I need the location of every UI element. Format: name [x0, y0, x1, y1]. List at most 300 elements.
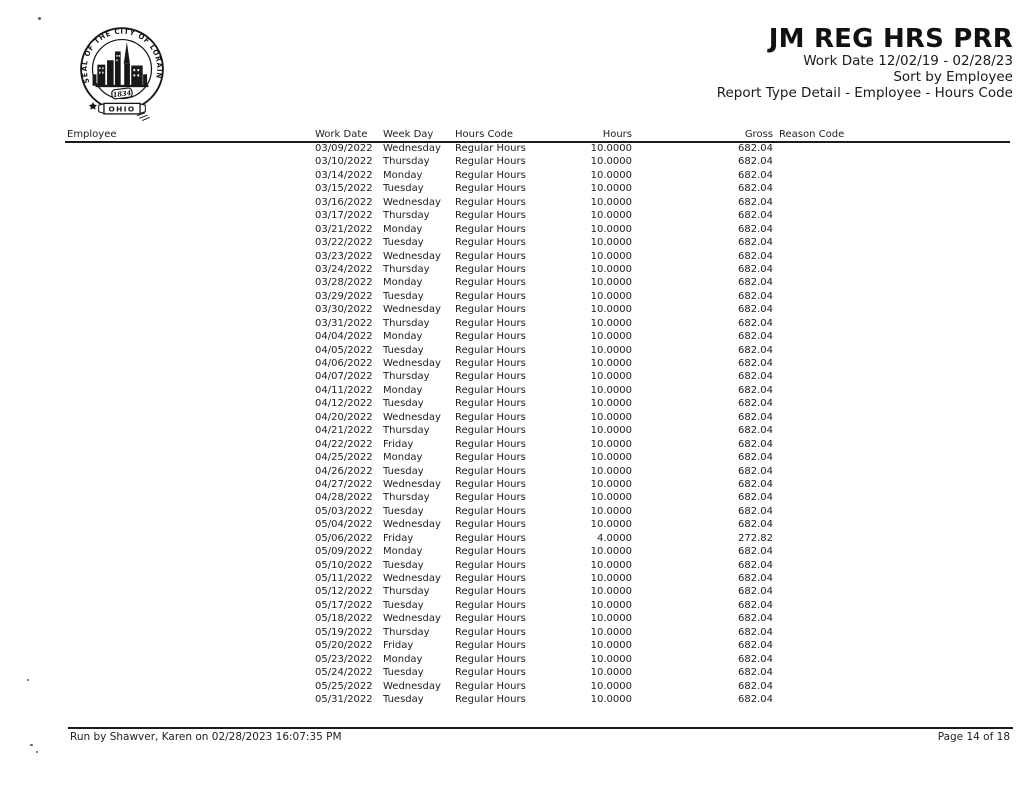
cell-reason-code	[773, 411, 1024, 424]
cell-reason-code	[773, 585, 1024, 598]
cell-hours-code: Regular Hours	[455, 546, 526, 558]
cell-reason-code	[773, 276, 1024, 289]
cell-employee	[67, 505, 315, 518]
cell-hours: 10.0000	[590, 613, 632, 625]
cell-hours-code: Regular Hours	[455, 465, 526, 477]
cell-reason-code	[773, 169, 1024, 182]
seal-ring-text: SEAL OF THE CITY OF LORAIN	[79, 26, 165, 85]
table-row	[0, 612, 1024, 625]
cell-gross: 682.04	[738, 653, 773, 665]
cell-work-date: 05/31/2022	[315, 693, 373, 705]
cell-hours-code: Regular Hours	[455, 505, 526, 517]
cell-reason-code	[773, 626, 1024, 639]
cell-work-date: 04/04/2022	[315, 331, 373, 343]
table-row	[0, 653, 1024, 666]
cell-hours-code: Regular Hours	[455, 210, 526, 222]
cell-hours: 10.0000	[590, 425, 632, 437]
table-row	[0, 424, 1024, 437]
cell-reason-code	[773, 559, 1024, 572]
cell-employee	[67, 384, 315, 397]
cell-week-day: Wednesday	[383, 680, 441, 692]
cell-work-date: 04/25/2022	[315, 452, 373, 464]
cell-hours-code: Regular Hours	[455, 519, 526, 531]
table-row	[0, 169, 1024, 182]
footer-page-number: Page 14 of 18	[937, 731, 1010, 743]
cell-work-date: 04/21/2022	[315, 425, 373, 437]
table-row	[0, 357, 1024, 370]
cell-week-day: Tuesday	[383, 559, 424, 571]
cell-week-day: Thursday	[383, 492, 430, 504]
cell-hours-code: Regular Hours	[455, 331, 526, 343]
cell-hours: 10.0000	[590, 626, 632, 638]
table-row	[0, 666, 1024, 679]
cell-work-date: 05/20/2022	[315, 640, 373, 652]
table-row	[0, 330, 1024, 343]
cell-employee	[67, 370, 315, 383]
cell-work-date: 04/07/2022	[315, 371, 373, 383]
cell-hours-code: Regular Hours	[455, 680, 526, 692]
cell-employee	[67, 276, 315, 289]
cell-gross: 682.04	[738, 290, 773, 302]
table-row	[0, 317, 1024, 330]
table-row	[0, 250, 1024, 263]
table-row	[0, 263, 1024, 276]
cell-reason-code	[773, 680, 1024, 693]
cell-hours-code: Regular Hours	[455, 478, 526, 490]
cell-week-day: Thursday	[383, 626, 430, 638]
table-row	[0, 572, 1024, 585]
cell-gross: 682.04	[738, 667, 773, 679]
cell-hours: 10.0000	[590, 438, 632, 450]
cell-hours: 10.0000	[590, 599, 632, 611]
cell-work-date: 04/22/2022	[315, 438, 373, 450]
cell-employee	[67, 424, 315, 437]
cell-employee	[67, 411, 315, 424]
cell-reason-code	[773, 612, 1024, 625]
cell-reason-code	[773, 303, 1024, 316]
cell-hours: 10.0000	[590, 452, 632, 464]
scan-speck	[27, 679, 29, 681]
cell-work-date: 03/28/2022	[315, 277, 373, 289]
report-sort-by: Sort by Employee	[893, 69, 1013, 85]
cell-hours: 10.0000	[590, 143, 632, 154]
cell-hours-code: Regular Hours	[455, 452, 526, 464]
cell-work-date: 05/04/2022	[315, 519, 373, 531]
cell-hours-code: Regular Hours	[455, 586, 526, 598]
cell-hours-code: Regular Hours	[455, 250, 526, 262]
cell-week-day: Monday	[383, 546, 423, 558]
cell-employee	[67, 142, 315, 155]
cell-hours-code: Regular Hours	[455, 169, 526, 181]
cell-work-date: 05/03/2022	[315, 505, 373, 517]
cell-hours: 10.0000	[590, 371, 632, 383]
cell-hours: 10.0000	[590, 331, 632, 343]
cell-week-day: Thursday	[383, 156, 430, 168]
table-row	[0, 344, 1024, 357]
cell-employee	[67, 250, 315, 263]
footer-run-by: Run by Shawver, Karen on 02/28/2023 16:07:35 PM	[70, 731, 342, 743]
cell-gross: 682.04	[738, 411, 773, 423]
cell-reason-code	[773, 330, 1024, 343]
seal-state-banner	[99, 103, 146, 114]
cell-work-date: 05/09/2022	[315, 546, 373, 558]
cell-week-day: Tuesday	[383, 667, 424, 679]
cell-gross: 682.04	[738, 331, 773, 343]
table-row	[0, 693, 1024, 706]
cell-week-day: Wednesday	[383, 358, 441, 369]
cell-work-date: 05/12/2022	[315, 586, 373, 598]
cell-work-date: 05/17/2022	[315, 599, 373, 611]
cell-hours: 10.0000	[590, 223, 632, 235]
cell-employee	[67, 545, 315, 558]
cell-employee	[67, 182, 315, 195]
table-row	[0, 585, 1024, 598]
table-row	[0, 182, 1024, 195]
cell-hours: 10.0000	[590, 196, 632, 208]
cell-work-date: 03/10/2022	[315, 156, 373, 168]
cell-work-date: 05/23/2022	[315, 653, 373, 665]
table-header-row	[0, 128, 1024, 141]
cell-week-day: Wednesday	[383, 411, 441, 423]
cell-hours: 10.0000	[590, 290, 632, 302]
cell-reason-code	[773, 250, 1024, 263]
cell-hours: 10.0000	[590, 277, 632, 289]
cell-hours: 10.0000	[590, 263, 632, 275]
cell-reason-code	[773, 451, 1024, 464]
cell-reason-code	[773, 236, 1024, 249]
table-row	[0, 465, 1024, 478]
cell-reason-code	[773, 545, 1024, 558]
cell-hours: 10.0000	[590, 492, 632, 504]
cell-hours: 10.0000	[590, 344, 632, 356]
scan-speck	[30, 744, 33, 746]
cell-gross: 682.04	[738, 317, 773, 329]
cell-gross: 682.04	[738, 237, 773, 249]
table-body	[0, 142, 1024, 706]
table-row	[0, 155, 1024, 168]
cell-week-day: Tuesday	[383, 465, 424, 477]
report-title: JM REG HRS PRR	[768, 24, 1013, 54]
cell-employee	[67, 666, 315, 679]
cell-gross: 682.04	[738, 492, 773, 504]
table-row	[0, 491, 1024, 504]
table-row	[0, 518, 1024, 531]
cell-hours: 10.0000	[590, 317, 632, 329]
cell-gross: 682.04	[738, 559, 773, 571]
cell-gross: 682.04	[738, 371, 773, 383]
cell-gross: 682.04	[738, 156, 773, 168]
cell-gross: 682.04	[738, 478, 773, 490]
cell-week-day: Wednesday	[383, 519, 441, 531]
cell-hours: 10.0000	[590, 505, 632, 517]
cell-hours: 10.0000	[590, 237, 632, 249]
cell-employee	[67, 572, 315, 585]
cell-hours: 10.0000	[590, 398, 632, 410]
cell-work-date: 03/31/2022	[315, 317, 373, 329]
table-row	[0, 599, 1024, 612]
table-row	[0, 223, 1024, 236]
cell-hours-code: Regular Hours	[455, 290, 526, 302]
cell-gross: 682.04	[738, 210, 773, 222]
cell-employee	[67, 532, 315, 545]
cell-week-day: Wednesday	[383, 304, 441, 316]
cell-employee	[67, 397, 315, 410]
cell-work-date: 04/12/2022	[315, 398, 373, 410]
svg-text:OHIO: OHIO	[108, 104, 136, 114]
report-type: Report Type Detail - Employee - Hours Code	[716, 85, 1013, 101]
cell-hours-code: Regular Hours	[455, 384, 526, 396]
cell-work-date: 03/30/2022	[315, 304, 373, 316]
column-header-hours-code: Hours Code	[455, 129, 514, 140]
cell-week-day: Monday	[383, 653, 423, 665]
cell-work-date: 04/28/2022	[315, 492, 373, 504]
table-row	[0, 303, 1024, 316]
cell-week-day: Wednesday	[383, 478, 441, 490]
cell-week-day: Monday	[383, 331, 423, 343]
column-header-reason-code: Reason Code	[779, 129, 845, 140]
table-row	[0, 559, 1024, 572]
cell-gross: 682.04	[738, 183, 773, 195]
cell-employee	[67, 559, 315, 572]
cell-hours-code: Regular Hours	[455, 599, 526, 611]
table-row	[0, 545, 1024, 558]
cell-employee	[67, 626, 315, 639]
cell-hours-code: Regular Hours	[455, 613, 526, 625]
seal-star	[89, 102, 97, 110]
cell-work-date: 04/05/2022	[315, 344, 373, 356]
table-row	[0, 478, 1024, 491]
cell-work-date: 03/17/2022	[315, 210, 373, 222]
cell-reason-code	[773, 142, 1024, 155]
cell-hours-code: Regular Hours	[455, 693, 526, 705]
cell-week-day: Wednesday	[383, 143, 441, 154]
cell-reason-code	[773, 653, 1024, 666]
cell-hours: 10.0000	[590, 546, 632, 558]
scan-speck	[36, 751, 38, 753]
cell-work-date: 04/06/2022	[315, 358, 373, 369]
cell-reason-code	[773, 491, 1024, 504]
cell-hours-code: Regular Hours	[455, 653, 526, 665]
city-of-lorain-seal-logo	[78, 23, 166, 123]
cell-hours-code: Regular Hours	[455, 277, 526, 289]
svg-text:1834: 1834	[112, 89, 132, 100]
cell-gross: 682.04	[738, 586, 773, 598]
cell-employee	[67, 693, 315, 706]
cell-reason-code	[773, 424, 1024, 437]
cell-hours-code: Regular Hours	[455, 438, 526, 450]
cell-hours: 10.0000	[590, 250, 632, 262]
cell-week-day: Wednesday	[383, 196, 441, 208]
cell-week-day: Monday	[383, 223, 423, 235]
cell-hours-code: Regular Hours	[455, 559, 526, 571]
table-row	[0, 397, 1024, 410]
cell-hours-code: Regular Hours	[455, 411, 526, 423]
cell-hours: 10.0000	[590, 304, 632, 316]
cell-gross: 682.04	[738, 505, 773, 517]
cell-hours-code: Regular Hours	[455, 573, 526, 584]
cell-week-day: Thursday	[383, 425, 430, 437]
cell-gross: 682.04	[738, 263, 773, 275]
cell-gross: 682.04	[738, 169, 773, 181]
cell-employee	[67, 317, 315, 330]
cell-employee	[67, 209, 315, 222]
cell-reason-code	[773, 505, 1024, 518]
cell-gross: 682.04	[738, 438, 773, 450]
cell-employee	[67, 155, 315, 168]
cell-hours-code: Regular Hours	[455, 263, 526, 275]
cell-work-date: 05/10/2022	[315, 559, 373, 571]
cell-reason-code	[773, 384, 1024, 397]
cell-hours: 10.0000	[590, 384, 632, 396]
cell-gross: 272.82	[738, 532, 773, 544]
cell-hours: 10.0000	[590, 183, 632, 195]
cell-week-day: Friday	[383, 438, 414, 450]
cell-hours: 10.0000	[590, 358, 632, 369]
column-header-gross: Gross	[744, 129, 773, 140]
cell-work-date: 03/22/2022	[315, 237, 373, 249]
cell-reason-code	[773, 532, 1024, 545]
table-row	[0, 276, 1024, 289]
cell-hours: 10.0000	[590, 667, 632, 679]
table-row	[0, 370, 1024, 383]
cell-week-day: Tuesday	[383, 599, 424, 611]
table-row	[0, 236, 1024, 249]
cell-work-date: 04/20/2022	[315, 411, 373, 423]
cell-hours-code: Regular Hours	[455, 667, 526, 679]
cell-reason-code	[773, 357, 1024, 370]
footer-divider-line	[68, 727, 1013, 729]
cell-week-day: Wednesday	[383, 573, 441, 584]
cell-hours: 10.0000	[590, 653, 632, 665]
table-row	[0, 290, 1024, 303]
cell-work-date: 03/29/2022	[315, 290, 373, 302]
cell-week-day: Tuesday	[383, 693, 424, 705]
cell-reason-code	[773, 182, 1024, 195]
cell-work-date: 03/14/2022	[315, 169, 373, 181]
cell-employee	[67, 680, 315, 693]
cell-week-day: Thursday	[383, 317, 430, 329]
cell-employee	[67, 196, 315, 209]
cell-work-date: 03/16/2022	[315, 196, 373, 208]
column-header-work-date: Work Date	[315, 129, 368, 140]
cell-hours-code: Regular Hours	[455, 344, 526, 356]
cell-gross: 682.04	[738, 425, 773, 437]
cell-reason-code	[773, 209, 1024, 222]
cell-hours-code: Regular Hours	[455, 398, 526, 410]
cell-work-date: 03/09/2022	[315, 143, 373, 154]
cell-gross: 682.04	[738, 358, 773, 369]
cell-reason-code	[773, 666, 1024, 679]
cell-week-day: Tuesday	[383, 398, 424, 410]
cell-hours-code: Regular Hours	[455, 223, 526, 235]
cell-reason-code	[773, 196, 1024, 209]
cell-gross: 682.04	[738, 640, 773, 652]
cell-reason-code	[773, 263, 1024, 276]
cell-week-day: Tuesday	[383, 237, 424, 249]
cell-reason-code	[773, 693, 1024, 706]
cell-work-date: 05/18/2022	[315, 613, 373, 625]
cell-week-day: Monday	[383, 277, 423, 289]
cell-hours: 10.0000	[590, 156, 632, 168]
scan-speck	[38, 17, 41, 20]
cell-hours: 10.0000	[590, 573, 632, 584]
cell-gross: 682.04	[738, 546, 773, 558]
column-header-employee: Employee	[67, 129, 117, 140]
cell-gross: 682.04	[738, 223, 773, 235]
cell-week-day: Monday	[383, 169, 423, 181]
cell-employee	[67, 599, 315, 612]
cell-work-date: 03/15/2022	[315, 183, 373, 195]
cell-hours: 10.0000	[590, 478, 632, 490]
cell-work-date: 05/24/2022	[315, 667, 373, 679]
cell-work-date: 04/11/2022	[315, 384, 373, 396]
table-row	[0, 505, 1024, 518]
cell-reason-code	[773, 465, 1024, 478]
cell-week-day: Tuesday	[383, 344, 424, 356]
cell-employee	[67, 330, 315, 343]
cell-reason-code	[773, 397, 1024, 410]
cell-hours: 10.0000	[590, 411, 632, 423]
cell-hours-code: Regular Hours	[455, 532, 526, 544]
cell-week-day: Thursday	[383, 263, 430, 275]
table-row	[0, 451, 1024, 464]
column-header-hours: Hours	[602, 129, 632, 140]
cell-hours-code: Regular Hours	[455, 143, 526, 154]
cell-hours: 10.0000	[590, 680, 632, 692]
cell-hours-code: Regular Hours	[455, 317, 526, 329]
cell-reason-code	[773, 223, 1024, 236]
cell-employee	[67, 451, 315, 464]
cell-week-day: Wednesday	[383, 613, 441, 625]
cell-week-day: Tuesday	[383, 290, 424, 302]
cell-gross: 682.04	[738, 143, 773, 154]
cell-hours-code: Regular Hours	[455, 492, 526, 504]
cell-employee	[67, 236, 315, 249]
cell-hours: 10.0000	[590, 640, 632, 652]
report-header	[717, 25, 1013, 101]
cell-work-date: 04/27/2022	[315, 478, 373, 490]
cell-hours-code: Regular Hours	[455, 425, 526, 437]
cell-reason-code	[773, 155, 1024, 168]
cell-week-day: Friday	[383, 532, 414, 544]
cell-hours: 10.0000	[590, 586, 632, 598]
report-work-date-range: Work Date 12/02/19 - 02/28/23	[803, 53, 1013, 69]
cell-work-date: 05/25/2022	[315, 680, 373, 692]
cell-gross: 682.04	[738, 465, 773, 477]
cell-week-day: Monday	[383, 452, 423, 464]
cell-employee	[67, 639, 315, 652]
cell-employee	[67, 653, 315, 666]
cell-gross: 682.04	[738, 680, 773, 692]
cell-week-day: Thursday	[383, 371, 430, 383]
cell-work-date: 04/26/2022	[315, 465, 373, 477]
table-row	[0, 411, 1024, 424]
cell-reason-code	[773, 370, 1024, 383]
cell-hours-code: Regular Hours	[455, 237, 526, 249]
cell-gross: 682.04	[738, 693, 773, 705]
cell-gross: 682.04	[738, 196, 773, 208]
cell-hours: 10.0000	[590, 465, 632, 477]
cell-gross: 682.04	[738, 250, 773, 262]
cell-week-day: Thursday	[383, 586, 430, 598]
cell-hours-code: Regular Hours	[455, 196, 526, 208]
cell-employee	[67, 438, 315, 451]
cell-hours-code: Regular Hours	[455, 183, 526, 195]
cell-employee	[67, 263, 315, 276]
cell-hours-code: Regular Hours	[455, 626, 526, 638]
cell-hours-code: Regular Hours	[455, 156, 526, 168]
table-row	[0, 532, 1024, 545]
